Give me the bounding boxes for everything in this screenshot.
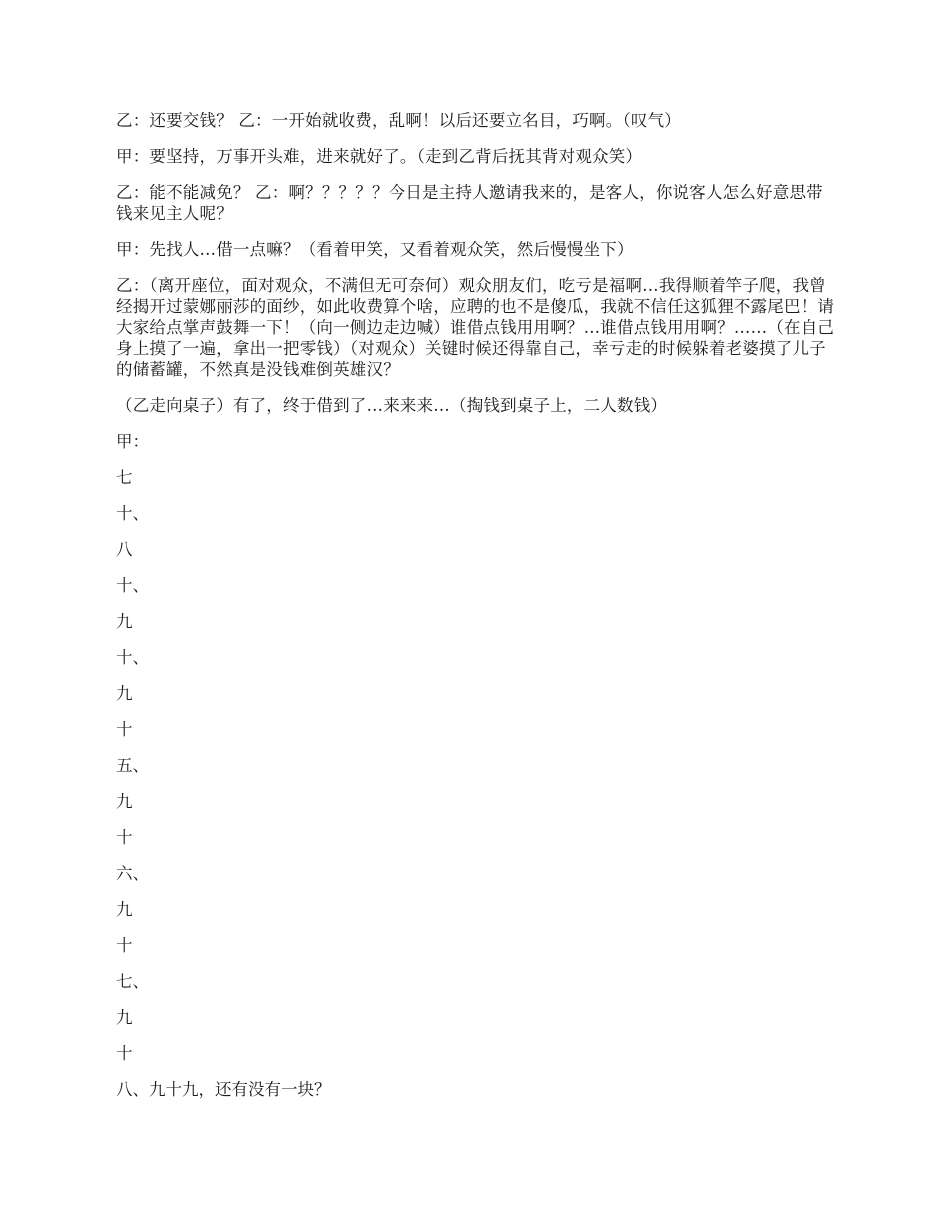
paragraph: 乙：能不能减免？ 乙：啊？？？？？今日是主持人邀请我来的，是客人，你说客人怎么好意思带钱来见主人呢？ bbox=[116, 183, 823, 223]
count-line: 十、 bbox=[116, 504, 149, 523]
count-line: 十、 bbox=[116, 648, 149, 667]
paragraph: 甲：要坚持，万事开头难，进来就好了。（走到乙背后抚其背对观众笑） bbox=[116, 147, 643, 166]
document-body bbox=[116, 110, 836, 1115]
paragraph: 乙：还要交钱？ 乙：一开始就收费，乱啊！以后还要立名目，巧啊。（叹气） bbox=[116, 111, 681, 130]
count-line: 十 bbox=[116, 936, 133, 955]
count-line: 九 bbox=[116, 900, 133, 919]
count-line: 甲： bbox=[116, 432, 149, 451]
paragraph: 甲：先找人…借一点嘛？（看着甲笑，又看着观众笑，然后慢慢坐下） bbox=[116, 240, 634, 259]
count-line: 九 bbox=[116, 612, 133, 631]
paragraph: （乙走向桌子）有了，终于借到了…来来来…（掏钱到桌子上，二人数钱） bbox=[116, 396, 668, 415]
count-line: 七、 bbox=[116, 972, 149, 991]
count-line: 十 bbox=[116, 720, 133, 739]
count-line: 九 bbox=[116, 792, 133, 811]
paragraph: 乙：（离开座位，面对观众，不满但无可奈何）观众朋友们，吃亏是福啊…我得顺着竿子爬，我曾经揭开过蒙娜丽莎的面纱，如此收费算个啥，应聘的也不是傻瓜，我就不信任这狐狸不露尾巴！请大家给点掌声鼓舞一下！（向一侧边走边喊）谁借点钱用用啊？…谁借点钱用用啊？……（在自己身上摸了一遍，拿出一把零钱）（对观众）关键时候还得靠自己，幸亏走的时候躲着老婆摸了儿子的储蓄罐，不然真是没钱难倒英雄汉？ bbox=[116, 276, 835, 379]
count-line: 十 bbox=[116, 1044, 133, 1063]
count-line: 七 bbox=[116, 468, 133, 487]
count-line: 九 bbox=[116, 1008, 133, 1027]
count-line: 五、 bbox=[116, 756, 149, 775]
count-line: 九 bbox=[116, 684, 133, 703]
count-line: 八、九十九，还有没有一块？ bbox=[116, 1080, 331, 1099]
count-line: 十 bbox=[116, 828, 133, 847]
count-line: 六、 bbox=[116, 864, 149, 883]
count-line: 八 bbox=[116, 540, 133, 559]
count-line: 十、 bbox=[116, 576, 149, 595]
